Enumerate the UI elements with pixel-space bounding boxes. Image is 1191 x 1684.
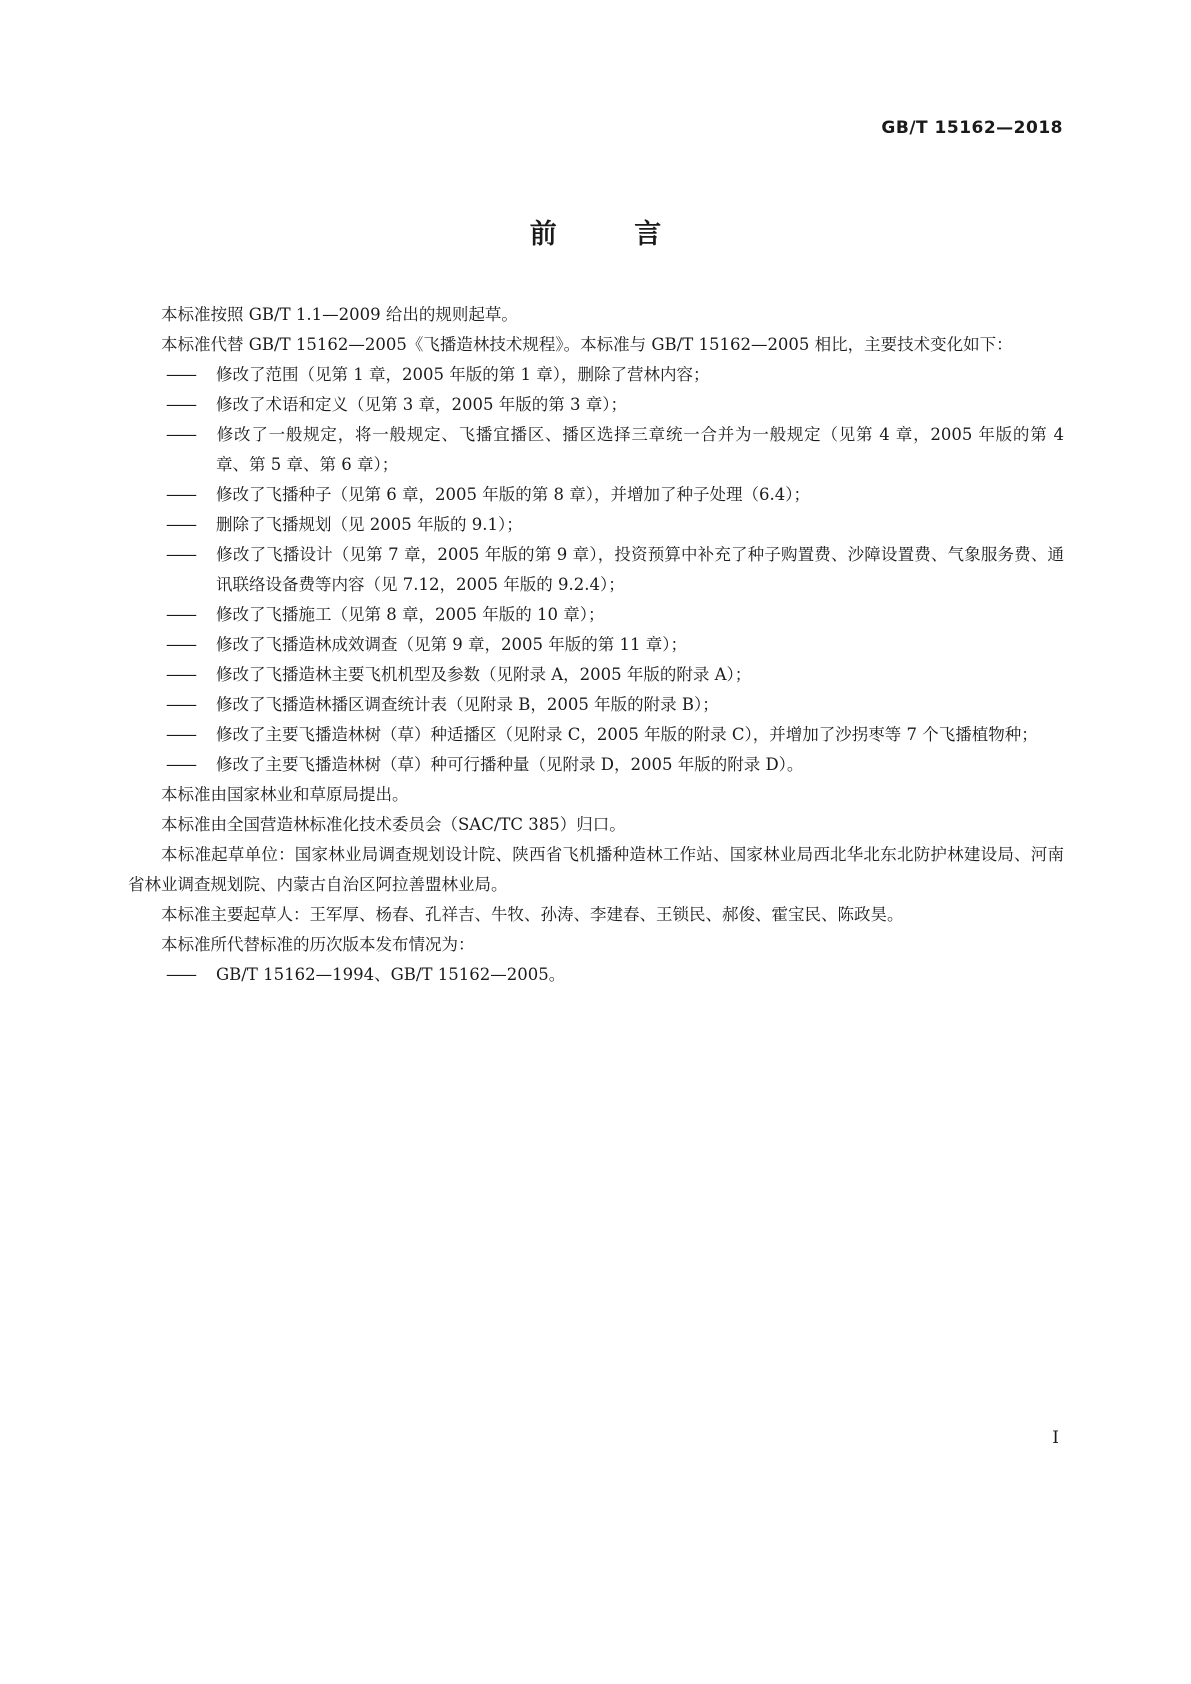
foreword-body — [128, 300, 1064, 990]
dash-marker: —— — [166, 665, 195, 684]
list-item — [128, 540, 1064, 600]
body-paragraph: 本标准由全国营造林标准化技术委员会（SAC/TC 385）归口。 — [161, 815, 626, 834]
list-item-text: 修改了飞播设计（见第 7 章，2005 年版的第 9 章），投资预算中补充了种子购置费、沙障设置费、气象服务费、通讯联络设备费等内容（见 7.12，2005 年版的 9.2.4）； — [216, 545, 1064, 594]
list-item-text: 修改了一般规定，将一般规定、飞播宜播区、播区选择三章统一合并为一般规定（见第 4 章，2005 年版的第 4 章、第 5 章、第 6 章）； — [216, 425, 1064, 474]
dash-marker: —— — [166, 965, 195, 984]
list-item-text: 修改了飞播造林主要飞机机型及参数（见附录 A，2005 年版的附录 A）； — [216, 665, 752, 684]
dash-marker: —— — [166, 485, 195, 504]
body-paragraph: 本标准所代替标准的历次版本发布情况为： — [161, 935, 475, 954]
body-paragraph: 本标准起草单位：国家林业局调查规划设计院、陕西省飞机播种造林工作站、国家林业局西北华北东北防护林建设局、河南省林业调查规划院、内蒙古自治区阿拉善盟林业局。 — [128, 845, 1064, 894]
list-item — [128, 480, 1064, 510]
standard-code: GB/T 15162—2018 — [881, 118, 1063, 138]
dash-marker: —— — [166, 515, 195, 534]
dash-marker: —— — [166, 395, 195, 414]
list-item — [128, 750, 1064, 780]
list-item-text: 修改了主要飞播造林树（草）种可行播种量（见附录 D，2005 年版的附录 D）。 — [216, 755, 804, 774]
list-item-text: 修改了飞播施工（见第 8 章，2005 年版的 10 章）； — [216, 605, 605, 624]
body-paragraph: 本标准由国家林业和草原局提出。 — [161, 785, 409, 804]
list-item-text: 修改了飞播造林成效调查（见第 9 章，2005 年版的第 11 章）； — [216, 635, 687, 654]
list-item — [128, 420, 1064, 480]
intro-paragraph: 本标准按照 GB/T 1.1—2009 给出的规则起草。 — [161, 305, 518, 324]
list-item — [128, 510, 1064, 540]
list-item-text: 修改了术语和定义（见第 3 章，2005 年版的第 3 章）； — [216, 395, 627, 414]
list-item — [128, 360, 1064, 390]
list-item — [128, 630, 1064, 660]
page-number: I — [1052, 1428, 1059, 1448]
list-item — [128, 600, 1064, 630]
dash-marker: —— — [166, 365, 195, 384]
list-item — [128, 660, 1064, 690]
dash-marker: —— — [166, 635, 195, 654]
list-item-text: 修改了飞播造林播区调查统计表（见附录 B，2005 年版的附录 B）； — [216, 695, 719, 714]
previous-editions-list — [128, 960, 1064, 990]
changes-list — [128, 360, 1064, 780]
dash-marker: —— — [166, 725, 195, 744]
list-item — [128, 390, 1064, 420]
list-item — [128, 690, 1064, 720]
body-paragraph: 本标准主要起草人：王军厚、杨春、孔祥吉、牛牧、孙涛、李建春、王锁民、郝俊、霍宝民、陈政昊。 — [161, 905, 904, 924]
dash-marker: —— — [166, 605, 195, 624]
list-item-text: GB/T 15162—1994、GB/T 15162—2005。 — [216, 965, 566, 984]
dash-marker: —— — [166, 545, 195, 564]
list-item-text: 修改了飞播种子（见第 6 章，2005 年版的第 8 章），并增加了种子处理（6.4）； — [216, 485, 810, 504]
page-title: 前 言 — [529, 219, 696, 250]
dash-marker: —— — [166, 425, 195, 444]
intro-paragraph: 本标准代替 GB/T 15162—2005《飞播造林技术规程》。本标准与 GB/T 15162—2005 相比，主要技术变化如下： — [161, 335, 1013, 354]
list-item-text: 修改了范围（见第 1 章，2005 年版的第 1 章），删除了营林内容； — [216, 365, 710, 384]
dash-marker: —— — [166, 755, 195, 774]
list-item-text: 删除了飞播规划（见 2005 年版的 9.1）； — [216, 515, 523, 534]
list-item-text: 修改了主要飞播造林树（草）种适播区（见附录 C，2005 年版的附录 C），并增加了沙拐枣等 7 个飞播植物种； — [216, 725, 1038, 744]
list-item — [128, 960, 1064, 990]
dash-marker: —— — [166, 695, 195, 714]
list-item — [128, 720, 1064, 750]
